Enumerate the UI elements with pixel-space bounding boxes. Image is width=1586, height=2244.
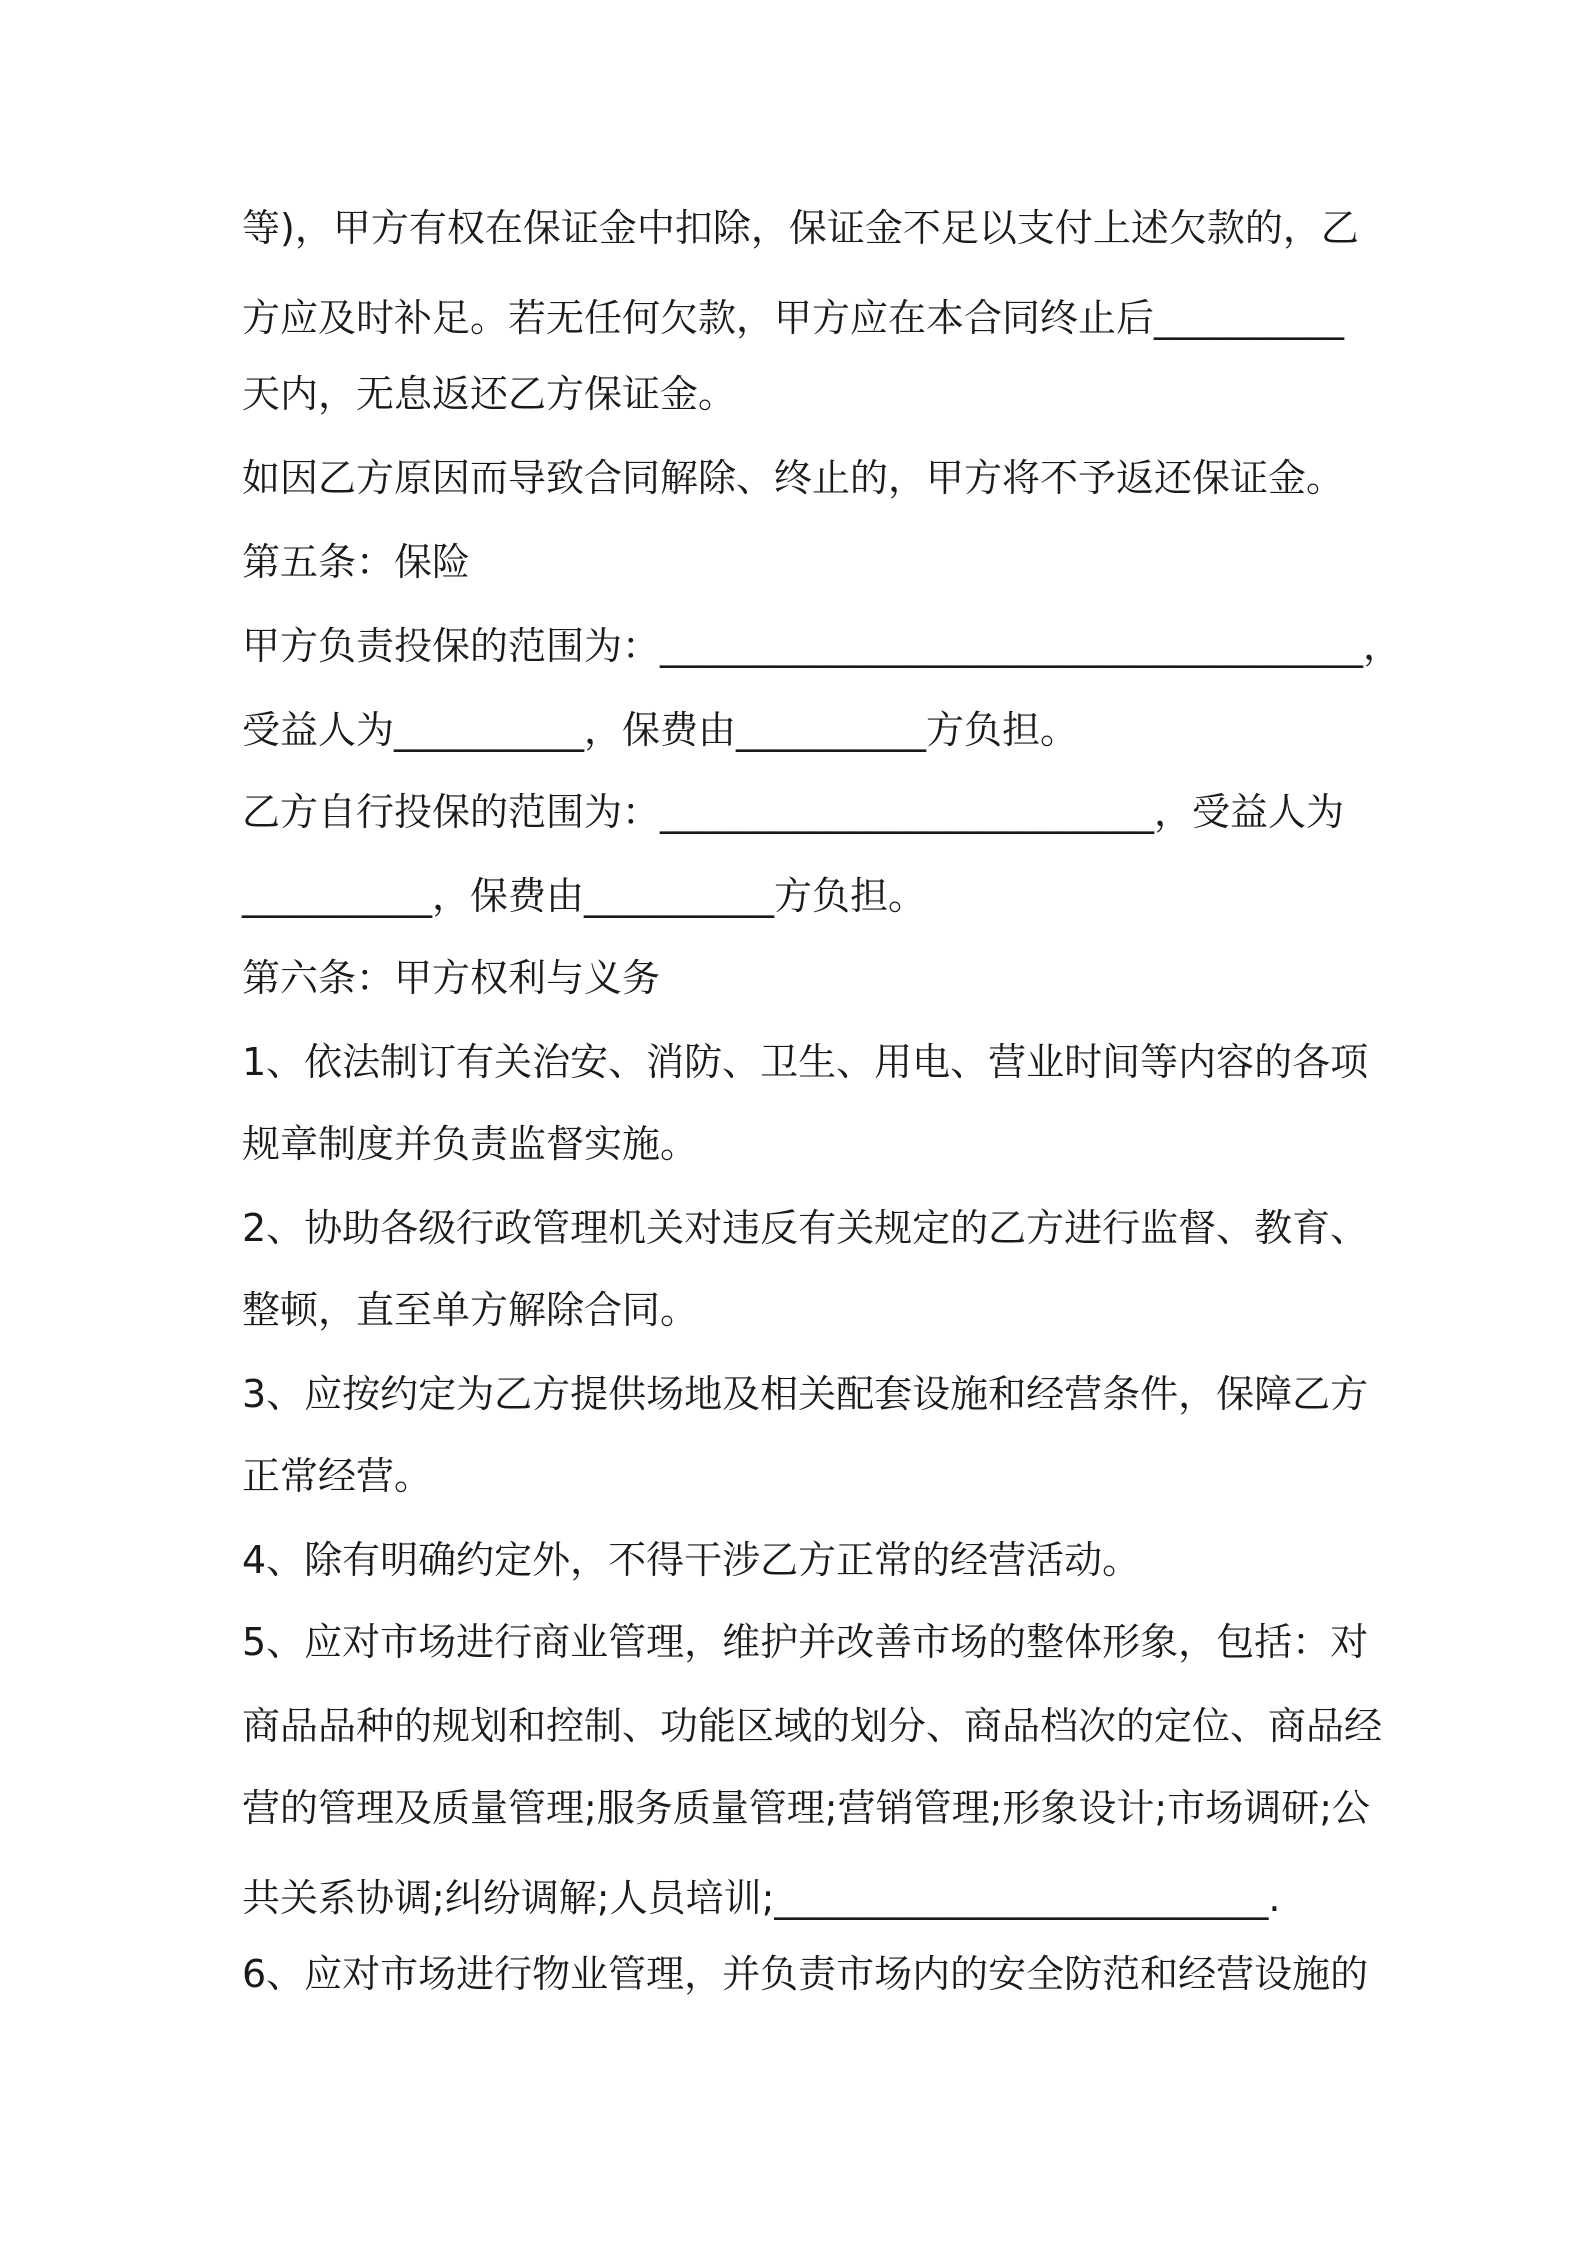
text-line: 整顿，直至单方解除合同。 [242, 1288, 699, 1332]
text-line: 4、除有明确约定外，不得干涉乙方正常的经营活动。 [242, 1538, 1141, 1582]
text-line: 受益人为__________，保费由__________方负担。 [242, 708, 1079, 752]
text-line: 乙方自行投保的范围为：__________________________，受益人为 [242, 790, 1345, 834]
text-line: 5、应对市场进行商业管理，维护并改善市场的整体形象，包括：对 [242, 1620, 1369, 1664]
text-line: 正常经营。 [242, 1454, 433, 1498]
text-line: 如因乙方原因而导致合同解除、终止的，甲方将不予返还保证金。 [242, 456, 1345, 500]
text-line: 1、依法制订有关治安、消防、卫生、用电、营业时间等内容的各项 [242, 1040, 1369, 1084]
text-line: 3、应按约定为乙方提供场地及相关配套设施和经营条件，保障乙方 [242, 1372, 1369, 1416]
text-line: 甲方负责投保的范围为：_____________________________________， [242, 624, 1402, 668]
section-heading: 第五条：保险 [242, 540, 471, 584]
section-heading: 第六条：甲方权利与义务 [242, 956, 661, 1000]
text-line: 商品品种的规划和控制、功能区域的划分、商品档次的定位、商品经 [242, 1704, 1383, 1748]
text-line: __________，保费由__________方负担。 [242, 874, 927, 918]
text-line: 方应及时补足。若无任何欠款，甲方应在本合同终止后__________ [242, 296, 1345, 340]
text-line: 营的管理及质量管理;服务质量管理;营销管理;形象设计;市场调研;公 [242, 1786, 1371, 1830]
text-line: 等)，甲方有权在保证金中扣除，保证金不足以支付上述欠款的，乙 [242, 206, 1359, 250]
text-line: 6、应对市场进行物业管理，并负责市场内的安全防范和经营设施的 [242, 1952, 1369, 1996]
text-line: 天内，无息返还乙方保证金。 [242, 372, 737, 416]
text-line: 规章制度并负责监督实施。 [242, 1122, 699, 1166]
text-line: 共关系协调;纠纷调解;人员培训;__________________________. [242, 1876, 1281, 1920]
text-line: 2、协助各级行政管理机关对违反有关规定的乙方进行监督、教育、 [242, 1206, 1369, 1250]
